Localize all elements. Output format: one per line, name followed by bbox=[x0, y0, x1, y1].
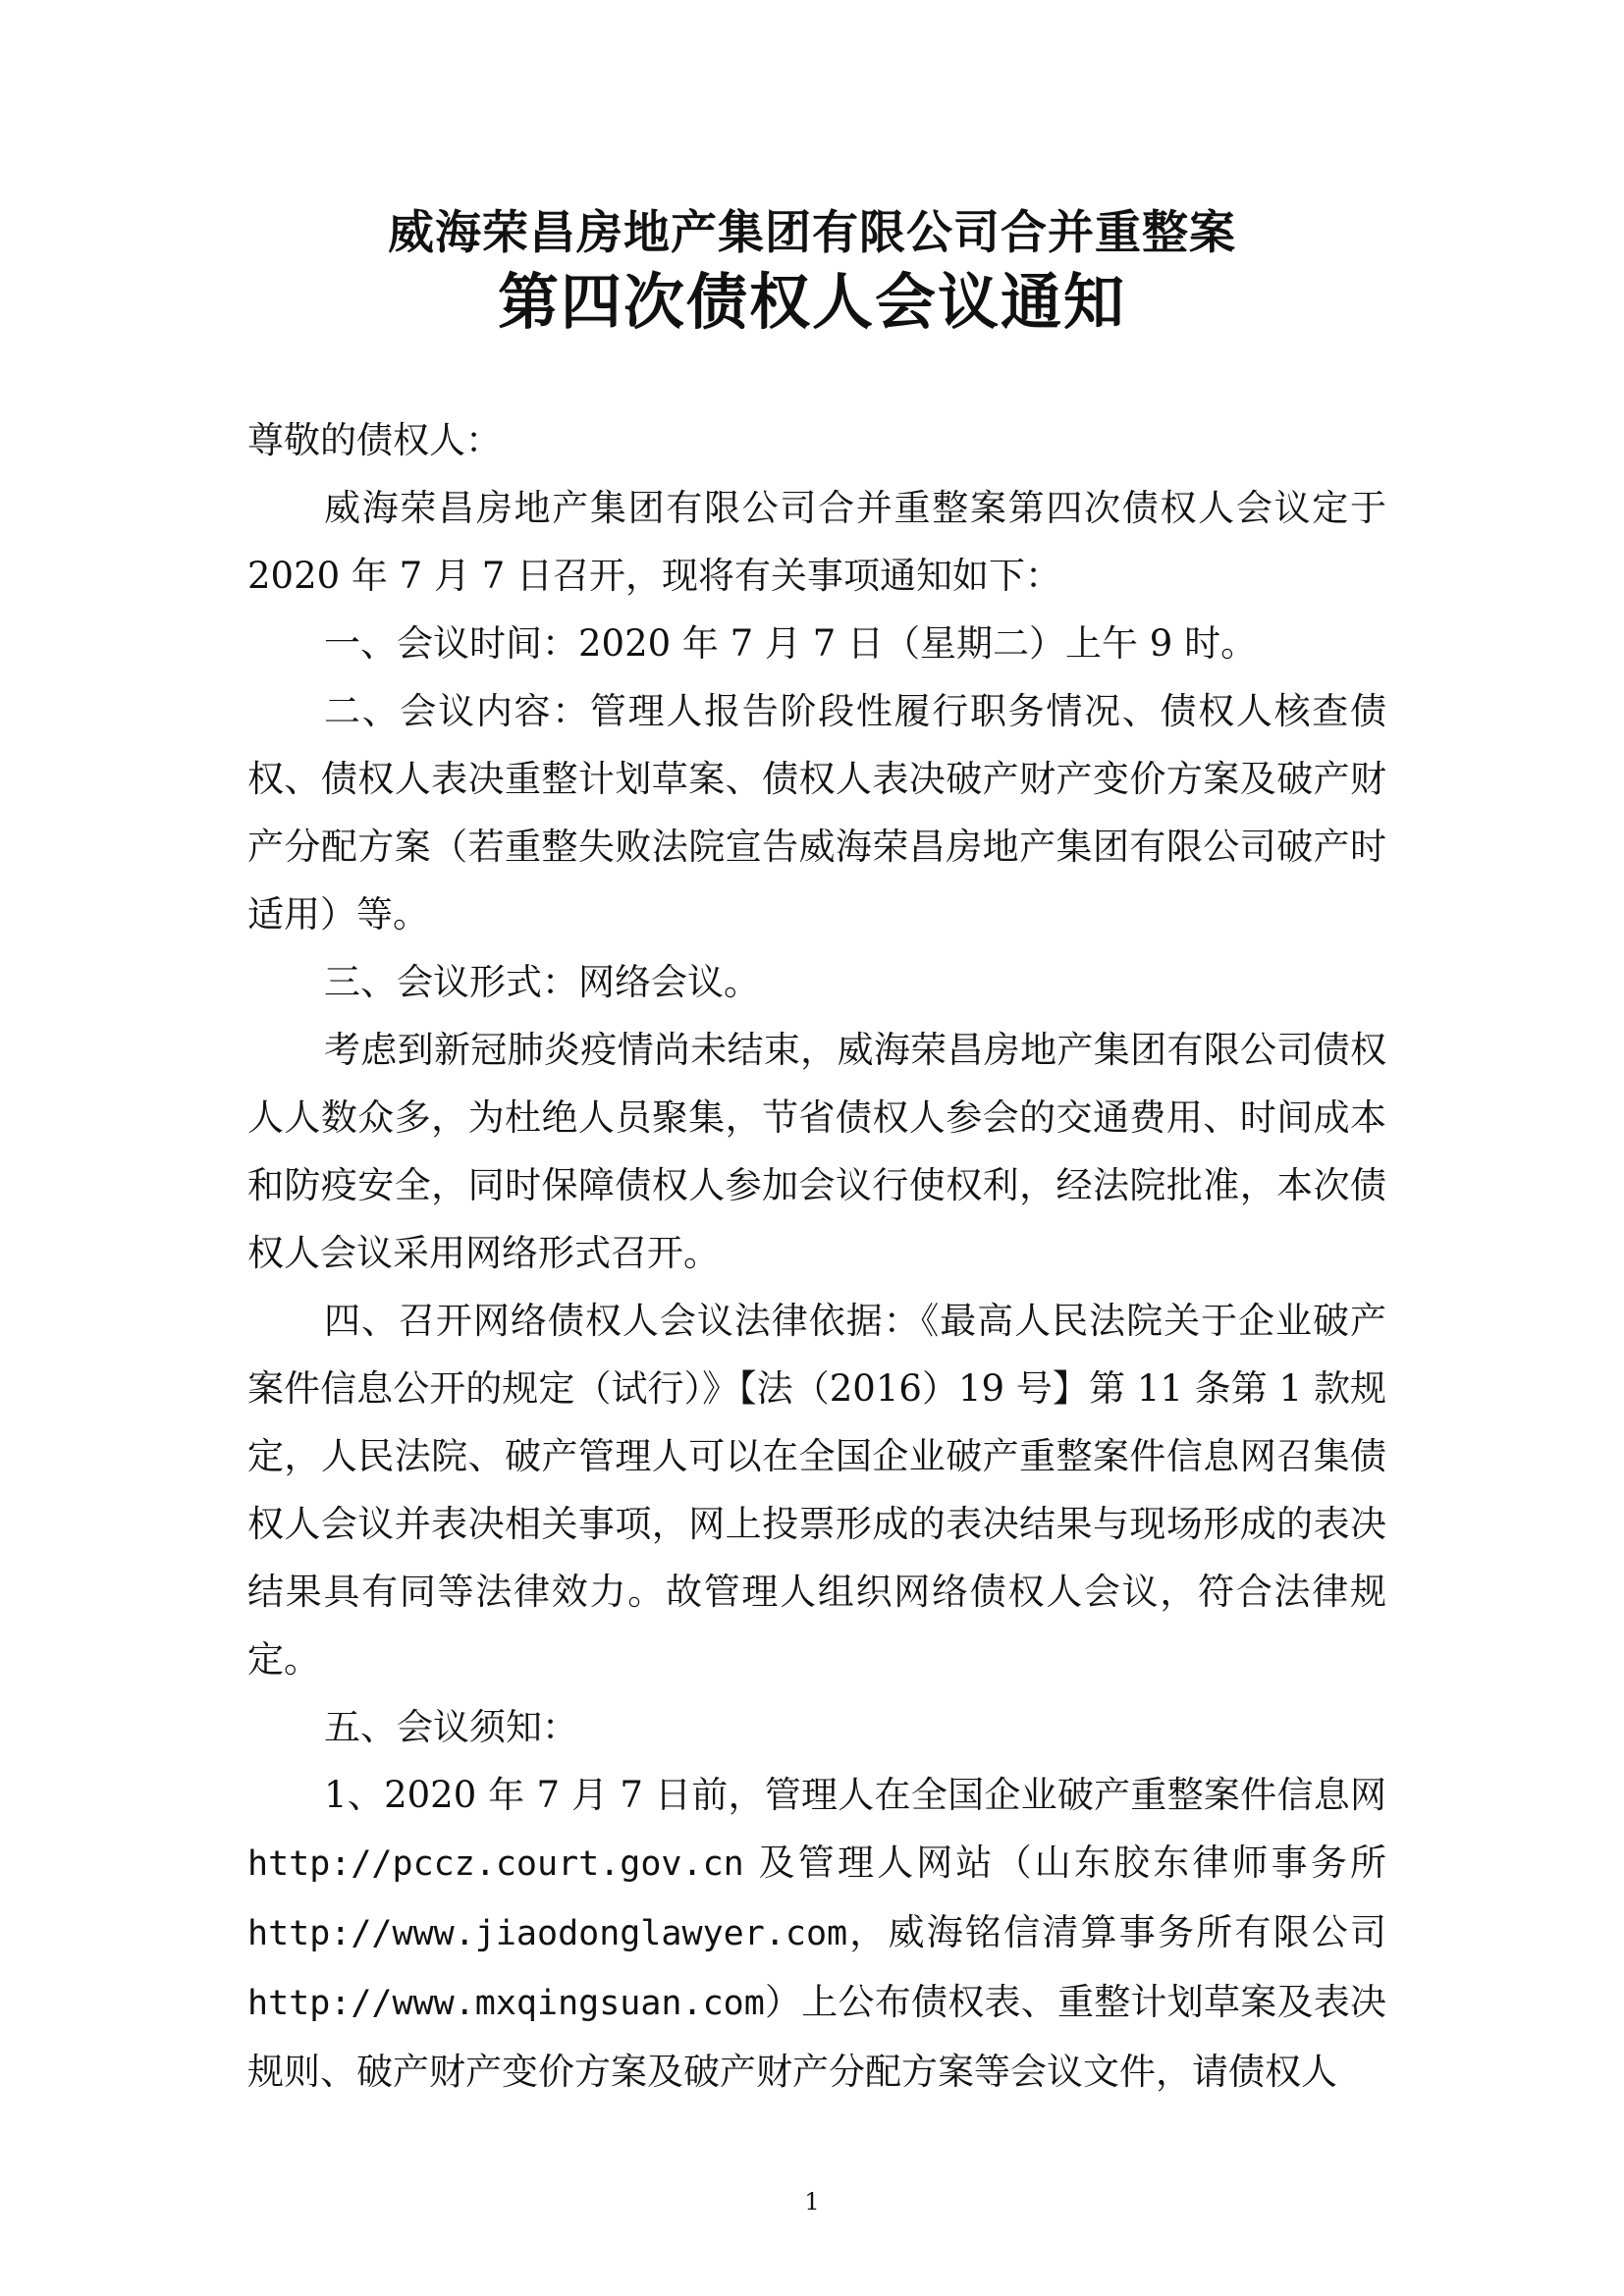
meeting-content-item: 二、会议内容：管理人报告阶段性履行职务情况、债权人核查债权、债权人表决重整计划草案、债权人表决破产财产变价方案及破产财产分配方案（若重整失败法院宣告威海荣昌房地产集团有限公司破产时适用）等。 bbox=[247, 690, 1386, 935]
meeting-notice-item-1 bbox=[247, 1761, 1386, 2106]
notice-1-text-a: 1、2020 年 7 月 7 日前，管理人在全国企业破产重整案件信息网 bbox=[324, 1774, 1386, 1816]
covid-paragraph: 考虑到新冠肺炎疫情尚未结束，威海荣昌房地产集团有限公司债权人人数众多，为杜绝人员聚集，节省债权人参会的交通费用、时间成本和防疫安全，同时保障债权人参加会议行使权利，经法院批准，本次债权人会议采用网络形式召开。 bbox=[247, 1029, 1386, 1274]
intro-paragraph: 威海荣昌房地产集团有限公司合并重整案第四次债权人会议定于 2020 年 7 月 7 日召开，现将有关事项通知如下： bbox=[247, 487, 1386, 597]
document-title-case: 威海荣昌房地产集团有限公司合并重整案 bbox=[388, 206, 1236, 260]
notice-1-text-d: ）上公布债权表、重整计划草案及表决规则、破产财产变价方案及破产财产分配方案等会议文件，请债权人 bbox=[247, 1981, 1386, 2093]
document-body bbox=[247, 406, 1386, 2106]
meeting-time-item: 一、会议时间：2020 年 7 月 7 日（星期二）上午 9 时。 bbox=[324, 622, 1258, 665]
notice-1-text-b: 及管理人网站（山东胶东律师事务所 bbox=[743, 1842, 1386, 1884]
document-title-notice: 第四次债权人会议通知 bbox=[497, 266, 1126, 338]
salutation: 尊敬的债权人： bbox=[247, 419, 502, 461]
notice-1-text-c: ，威海铭信清算事务所有限公司 bbox=[847, 1911, 1386, 1953]
meeting-form-item: 三、会议形式：网络会议。 bbox=[324, 961, 760, 1003]
legal-basis-paragraph: 四、召开网络债权人会议法律依据：《最高人民法院关于企业破产案件信息公开的规定（试行）》【法（2016）19 号】第 11 条第 1 款规定，人民法院、破产管理人可以在全国企业破产重整案件信息网召集债权人会议并表决相关事项，网上投票形成的表决结果与现场形成的表决结果具有同等法律效力。故管理人组织网络债权人会议，符合法律规定。 bbox=[247, 1300, 1386, 1681]
court-website-link[interactable]: http://pccz.court.gov.cn bbox=[247, 1844, 744, 1884]
meeting-notice-heading: 五、会议须知： bbox=[324, 1706, 578, 1748]
mxqingsuan-website-link[interactable]: http://www.mxqingsuan.com bbox=[247, 1984, 765, 2023]
jiaodong-lawyer-website-link[interactable]: http://www.jiaodonglawyer.com bbox=[247, 1914, 848, 1953]
page-number: 1 bbox=[804, 2188, 820, 2216]
